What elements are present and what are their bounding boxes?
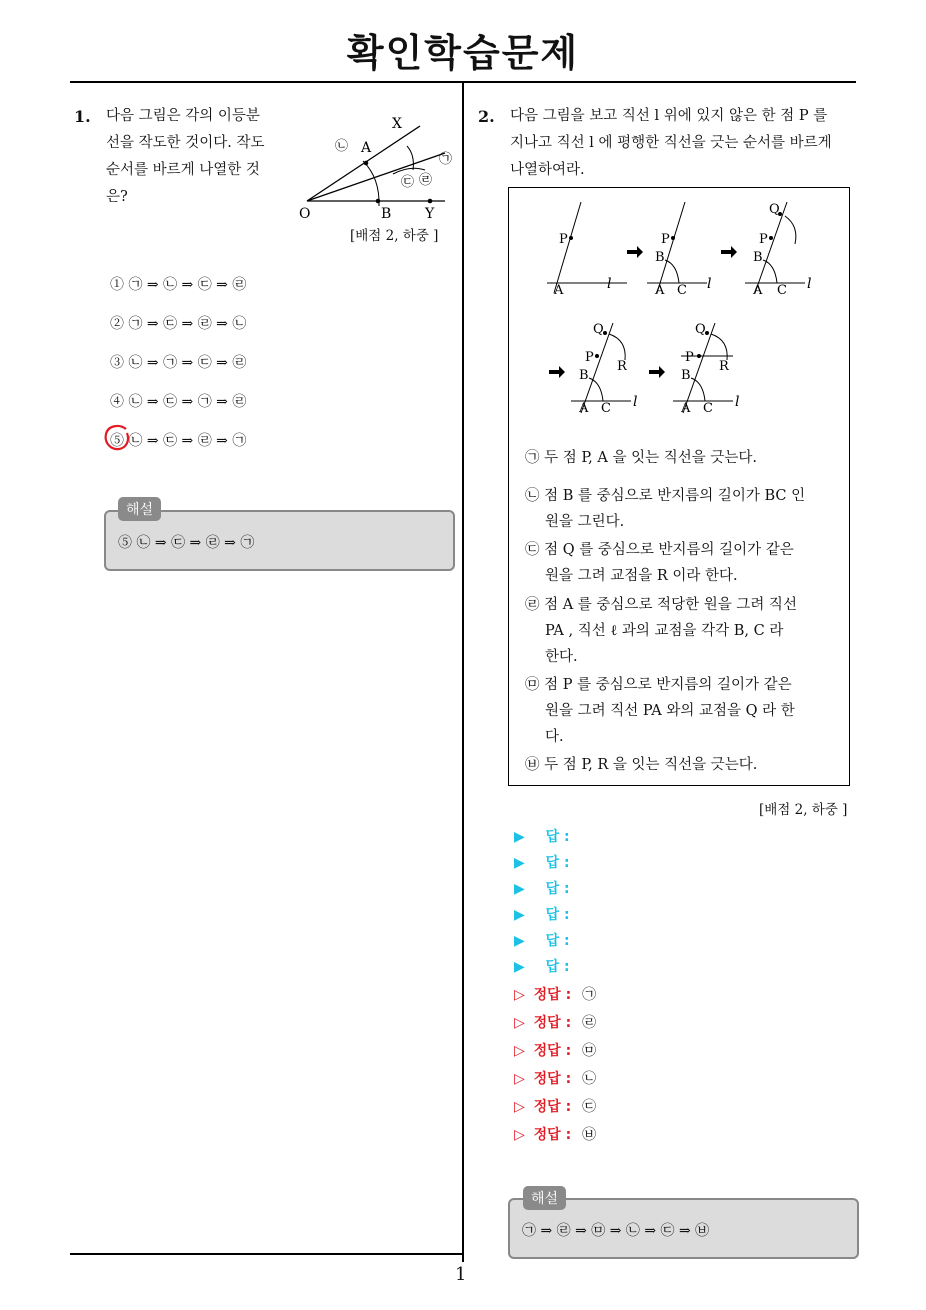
q2-construction-box <box>508 187 850 786</box>
correct-value: ㉤ <box>582 1043 597 1059</box>
answer-label: 답 : <box>545 829 570 845</box>
answer-marker-icon: ▶ <box>514 881 525 897</box>
correct-value: ㉥ <box>582 1127 597 1143</box>
q2-label-r: R <box>719 359 729 374</box>
q2-figure-panel-5 <box>673 322 739 416</box>
q2-prompt-line: 다음 그림을 보고 직선 l 위에 있지 않은 한 점 P 를 <box>510 108 828 124</box>
page-number: 1 <box>455 1264 467 1285</box>
q2-label-q: Q <box>593 322 604 337</box>
correct-value: ㉣ <box>582 1015 597 1031</box>
correct-marker-icon: ▷ <box>514 1015 525 1031</box>
q2-step-line: ㉣ 점 A 를 중심으로 적당한 원을 그려 직선 <box>525 597 797 613</box>
q2-step-line: 원을 그린다. <box>545 514 625 530</box>
q1-prompt-line: 선을 작도한 것이다. 작도 <box>106 135 265 151</box>
q2-prompt-line: 지나고 직선 l 에 평행한 직선을 긋는 순서를 바르게 <box>510 135 832 151</box>
next-arrow-icon <box>649 366 665 378</box>
q2-step-3 <box>525 537 841 589</box>
q2-answer-field-1[interactable] <box>514 826 570 846</box>
q1-prompt <box>106 103 306 211</box>
q2-label-p: P <box>661 232 670 247</box>
correct-value: ㉠ <box>582 987 597 1003</box>
correct-value: ㉢ <box>582 1099 597 1115</box>
q1-choice-2[interactable]: ② ㉠ ⇒ ㉢ ⇒ ㉣ ⇒ ㉡ <box>110 316 247 332</box>
q2-prompt-line: 나열하여라. <box>510 162 585 178</box>
q2-label-c: C <box>777 283 787 298</box>
q2-figure-panel-4 <box>571 322 637 416</box>
q2-label-p: P <box>759 232 768 247</box>
q2-answer-field-4[interactable] <box>514 904 570 924</box>
correct-label: 정답 : <box>533 987 572 1003</box>
q2-correct-answer-3 <box>514 1040 596 1060</box>
q1-label-a: A <box>361 140 372 156</box>
next-arrow-icon <box>721 246 737 258</box>
q2-step-line: 원을 그려 교점을 R 이라 한다. <box>545 568 738 584</box>
q2-prompt <box>510 103 862 184</box>
footer-rule <box>70 1253 462 1255</box>
q2-label-a: A <box>554 283 564 298</box>
correct-marker-icon: ▷ <box>514 1099 525 1115</box>
answer-marker-icon: ▶ <box>514 855 525 871</box>
answer-label: 답 : <box>545 855 570 871</box>
answer-marker-icon: ▶ <box>514 907 525 923</box>
q1-choice-1[interactable]: ① ㉠ ⇒ ㉡ ⇒ ㉢ ⇒ ㉣ <box>110 277 247 293</box>
selected-choice-circle-icon <box>102 423 132 453</box>
column-divider <box>462 82 464 1262</box>
correct-label: 정답 : <box>533 1071 572 1087</box>
q2-step-1 <box>525 445 841 471</box>
q2-label-b: B <box>579 368 589 383</box>
correct-marker-icon: ▷ <box>514 1127 525 1143</box>
correct-label: 정답 : <box>533 1099 572 1115</box>
correct-marker-icon: ▷ <box>514 1043 525 1059</box>
q2-step-line: 원을 그려 직선 PA 와의 교점을 Q 라 한 <box>545 703 795 719</box>
answer-marker-icon: ▶ <box>514 829 525 845</box>
q2-label-q: Q <box>769 202 780 217</box>
q2-figure <box>509 188 849 433</box>
q2-label-b: B <box>753 250 763 265</box>
q2-label-c: C <box>601 401 611 416</box>
q2-step-line: 다. <box>545 729 564 745</box>
answer-label: 답 : <box>545 959 570 975</box>
q2-step-line: ㉡ 점 B 를 중심으로 반지름의 길이가 BC 인 <box>525 488 806 504</box>
q2-label-l: l <box>735 394 740 410</box>
q2-step-6 <box>525 752 841 778</box>
q2-label-l: l <box>633 394 638 410</box>
q2-step-line: ㉠ 두 점 P, A 을 잇는 직선을 긋는다. <box>525 450 757 466</box>
answer-label: 답 : <box>545 881 570 897</box>
q1-prompt-line: 다음 그림은 각의 이등분 <box>106 108 260 124</box>
correct-label: 정답 : <box>533 1015 572 1031</box>
q2-step-4 <box>525 592 841 670</box>
q1-figure <box>295 108 460 223</box>
correct-label: 정답 : <box>533 1127 572 1143</box>
q1-score: [배점 2, 하중 ] <box>350 228 439 244</box>
q2-label-c: C <box>703 401 713 416</box>
q1-prompt-line: 순서를 바르게 나열한 것 <box>106 162 260 178</box>
q1-label-step: ㉠ <box>439 152 453 167</box>
q2-label-c: C <box>677 283 687 298</box>
q2-score: [배점 2, 하중 ] <box>759 802 848 818</box>
correct-value: ㉡ <box>582 1071 597 1087</box>
q2-label-r: R <box>617 359 627 374</box>
answer-marker-icon: ▶ <box>514 959 525 975</box>
q2-label-b: B <box>655 250 665 265</box>
q2-label-a: A <box>681 401 691 416</box>
q1-label-x: X <box>392 116 402 132</box>
q1-choice-3[interactable]: ③ ㉡ ⇒ ㉠ ⇒ ㉢ ⇒ ㉣ <box>110 355 247 371</box>
next-arrow-icon <box>627 246 643 258</box>
q1-label-step: ㉡ <box>335 139 349 154</box>
q2-answer-field-5[interactable] <box>514 930 570 950</box>
q2-step-line: PA , 직선 ℓ 과의 교점을 각각 B, C 라 <box>545 623 784 639</box>
q1-prompt-line: 은? <box>106 189 128 205</box>
q2-label-q: Q <box>695 322 706 337</box>
q1-label-b: B <box>381 206 392 222</box>
q2-correct-answer-1 <box>514 984 596 1004</box>
answer-label: 답 : <box>545 933 570 949</box>
q2-correct-answer-4 <box>514 1068 596 1088</box>
next-arrow-icon <box>549 366 565 378</box>
q2-answer-field-2[interactable] <box>514 852 570 872</box>
q2-step-line: ㉤ 점 P 를 중심으로 반지름의 길이가 같은 <box>525 677 792 693</box>
q2-label-b: B <box>681 368 691 383</box>
page-title: 확인학습문제 <box>346 31 580 75</box>
q2-figure-panel-1 <box>547 202 627 298</box>
q2-correct-answer-5 <box>514 1096 596 1116</box>
q1-explanation-tag: 해설 <box>118 497 161 521</box>
q1-label-step: ㉣ <box>419 173 433 188</box>
q2-step-2 <box>525 483 841 535</box>
q1-label-step: ㉢ <box>401 175 415 190</box>
q1-choice-5[interactable]: ⑤ ㉡ ⇒ ㉢ ⇒ ㉣ ⇒ ㉠ <box>110 433 247 449</box>
q2-label-p: P <box>585 350 594 365</box>
q2-answer-field-6[interactable] <box>514 956 570 976</box>
q2-step-line: 한다. <box>545 649 578 665</box>
q2-label-l: l <box>607 276 612 292</box>
q1-explanation-text: ⑤ ㉡ ⇒ ㉢ ⇒ ㉣ ⇒ ㉠ <box>118 535 255 551</box>
q2-explanation-tag: 해설 <box>523 1186 566 1210</box>
q2-figure-panel-3 <box>745 202 811 298</box>
q1-label-y: Y <box>425 206 435 222</box>
q2-label-a: A <box>579 401 589 416</box>
q2-label-a: A <box>753 283 763 298</box>
answer-label: 답 : <box>545 907 570 923</box>
q2-label-p: P <box>559 232 568 247</box>
q1-label-o: O <box>299 206 311 222</box>
q2-step-line: ㉢ 점 Q 를 중심으로 반지름의 길이가 같은 <box>525 542 794 558</box>
q2-correct-answer-6 <box>514 1124 596 1144</box>
correct-marker-icon: ▷ <box>514 987 525 1003</box>
correct-label: 정답 : <box>533 1043 572 1059</box>
q2-explanation-text: ㉠ ⇒ ㉣ ⇒ ㉤ ⇒ ㉡ ⇒ ㉢ ⇒ ㉥ <box>522 1223 710 1239</box>
q2-step-line: ㉥ 두 점 P, R 을 잇는 직선을 긋는다. <box>525 757 758 773</box>
q2-label-p: P <box>685 350 694 365</box>
q2-step-5 <box>525 672 841 750</box>
q2-answer-field-3[interactable] <box>514 878 570 898</box>
q2-label-l: l <box>807 276 812 292</box>
q1-number: 1. <box>74 107 91 126</box>
q2-figure-panel-2 <box>647 202 711 298</box>
q2-number: 2. <box>478 107 495 126</box>
q2-label-l: l <box>707 276 712 292</box>
q2-correct-answer-2 <box>514 1012 596 1032</box>
q1-choice-4[interactable]: ④ ㉡ ⇒ ㉢ ⇒ ㉠ ⇒ ㉣ <box>110 394 247 410</box>
correct-marker-icon: ▷ <box>514 1071 525 1087</box>
q2-label-a: A <box>655 283 665 298</box>
answer-marker-icon: ▶ <box>514 933 525 949</box>
